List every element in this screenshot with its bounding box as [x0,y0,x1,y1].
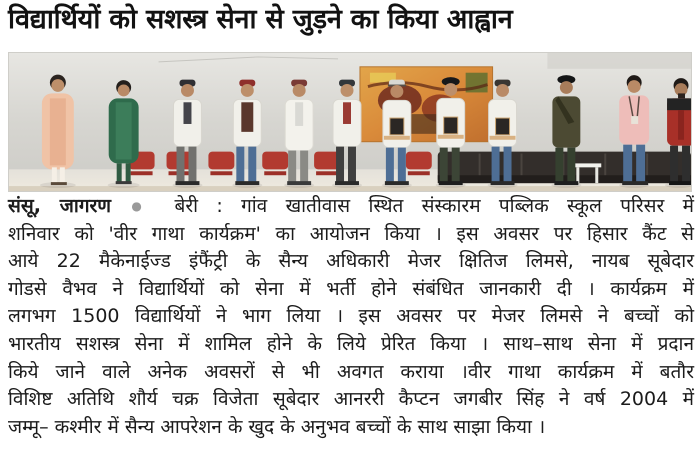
byline-bullet-icon: ● [131,199,155,213]
body-line-7: किये जाने वाले अनेक अवसरों से भी अवगत कराया ।वीर गाथा कार्यक्रम में बतौर [8,360,694,383]
body-line-4: गोडसे वैभव ने विद्यार्थियों को सेना में भर्ती होने संबंधित जानकारी दी । कार्यक्रम में [8,277,694,300]
body-line-1 [8,193,694,221]
article-photo [8,52,692,192]
body-line-6: भारतीय सशस्त्र सेना में शामिल होने के लिये प्रेरित किया । साथ–साथ सेना में प्रदान [8,332,694,355]
ceiling-shade [547,53,691,69]
body-line-2: शनिवार को 'वीर गाथा कार्यक्रम' का आयोजन किया । इस अवसर पर हिसार कैंट से [8,222,694,245]
body-line-8: विशिष्ट अतिथि शौर्य चक्र विजेता सूबेदार आनररी कैप्टन जगबीर सिंह ने वर्ष 2004 में [8,388,694,411]
sofa [438,152,691,184]
body-line-1-text: बेरी : गांव खातीवास स्थित संस्कारम पब्लिक स्कूल परिसर में [174,195,694,217]
event-banner [360,67,493,142]
byline-source: संसू, जागरण [8,195,112,217]
body-line-5: लगभग 1500 विद्यार्थियों ने भाग लिया । इस अवसर पर मेजर लिमसे ने बच्चों को [8,305,694,328]
photo-illustration [9,53,691,191]
body-line-3: आये 22 मैकेनाईज्ड इंफैंट्री के सैन्य अधिकारी मेजर क्षितिज लिमसे, नायब सूबेदार [8,250,694,273]
article-body [8,193,694,441]
body-line-9: जम्मू– कश्मीर में सैन्य आपरेशन के खुद के अनुभव बच्चों के साथ साझा किया । [8,415,546,438]
article-headline: विद्यार्थियों को सशस्त्र सेना से जुड़ने का किया आह्वान [8,4,513,35]
